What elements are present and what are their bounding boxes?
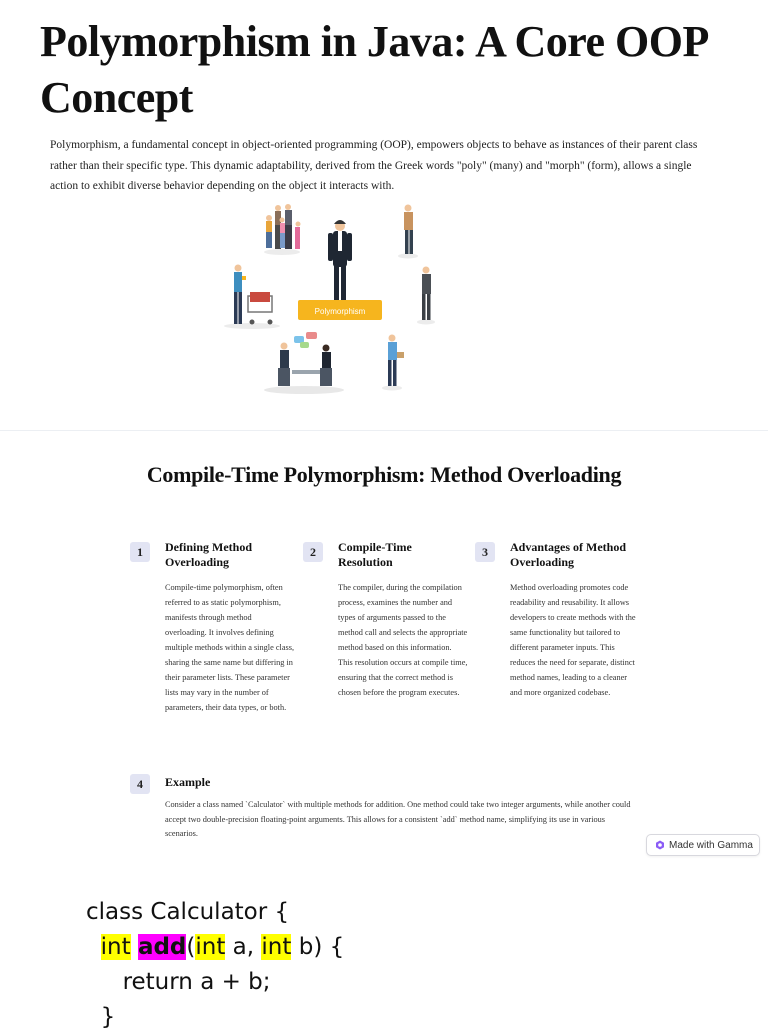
gamma-logo-icon [655, 840, 665, 850]
businessman-figure [324, 220, 356, 309]
card-heading: Advantages of Method Overloading [510, 540, 626, 569]
card-number: 1 [130, 542, 150, 562]
code-keyword-int: int [195, 934, 226, 960]
casual-man-figure [398, 205, 418, 259]
section-divider [0, 430, 768, 431]
code-close-brace: } [100, 1004, 116, 1030]
delivery-man-figure [382, 335, 404, 391]
shopper-figure [224, 265, 280, 330]
card-heading: Defining Method Overloading [165, 540, 252, 569]
code-keyword-int: int [261, 934, 292, 960]
card-body: Consider a class named `Calculator` with multiple methods for addition. One method could take two integer arguments, while another could accept two double-precision floating-point arguments. This allows for a consistent `add` method name, simplifying its use in various scenarios. [165, 800, 631, 838]
section-title: Compile-Time Polymorphism: Method Overloading [146, 462, 622, 487]
badge-label: Made with Gamma [669, 839, 753, 851]
page-title: Polymorphism in Java: A Core OOP Concept [40, 17, 707, 122]
card-number: 3 [475, 542, 495, 562]
code-snippet [86, 895, 344, 1035]
family-figure [264, 204, 301, 255]
card-number: 4 [130, 774, 150, 794]
card-body: Method overloading promotes code readability and reusability. It allows developers to create methods with the same functionality but tailored to different parameter inputs. This reduces the need for separate, distinct method names, leading to a cleaner and more organized codebase. [510, 583, 636, 697]
code-method-name: add [137, 934, 187, 960]
polymorphism-illustration [220, 200, 460, 400]
made-with-gamma-badge[interactable] [646, 834, 760, 856]
card-heading: Compile-Time Resolution [338, 540, 412, 569]
code-line-2: int add(int a, int b) { [100, 934, 345, 960]
polymorphism-label: Polymorphism [314, 307, 366, 316]
code-param-b: b) { [291, 934, 345, 960]
card-body: Compile-time polymorphism, often referred to as static polymorphism, manifests through method overloading. It involves defining multiple methods within a single class, sharing the same name but differing in their parameter lists. These parameter lists may vary in the number of parameters, their data types, or both. [165, 583, 295, 712]
meeting-figure [264, 332, 344, 394]
code-keyword-int: int [100, 934, 131, 960]
code-return: return a + b; [122, 969, 271, 995]
businessman-right-figure [417, 267, 435, 325]
card-heading: Example [165, 775, 211, 789]
code-line-3 [86, 965, 344, 1000]
intro-paragraph: Polymorphism, a fundamental concept in object-oriented programming (OOP), empowers objects to behave as instances of their parent class rather than their specific type. This dynamic adaptability, derived from the Greek words "poly" (many) and "morph" (form), allows a single action to exhibit diverse behavior depending on the object it interacts with. [50, 139, 698, 192]
code-param-a: a, [225, 934, 262, 960]
code-line-1: class Calculator { [86, 899, 290, 925]
card-body: The compiler, during the compilation process, examines the number and types of arguments passed to the method call and selects the appropriate method based on this information. This resolution occurs at compile time, ensuring that the correct method is chosen before the program executes. [338, 583, 468, 697]
code-line-4 [86, 1000, 344, 1035]
card-number: 2 [303, 542, 323, 562]
